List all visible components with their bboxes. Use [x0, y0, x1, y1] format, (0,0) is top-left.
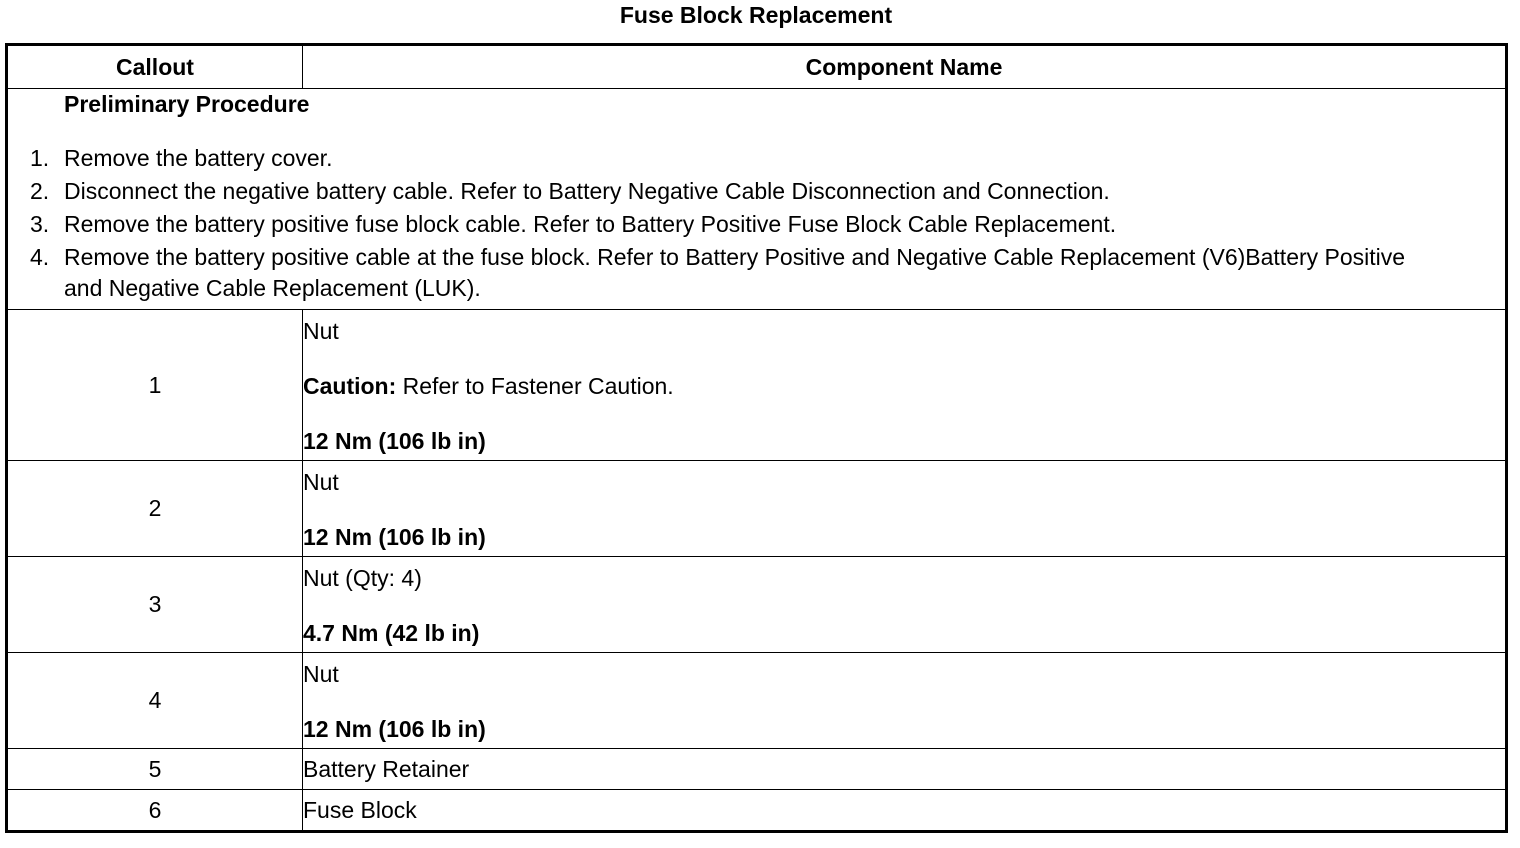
component-cell: [303, 310, 1507, 461]
preliminary-procedure: [7, 89, 1507, 310]
callout-number: 1: [7, 310, 303, 461]
component-name: Battery Retainer: [303, 749, 1507, 790]
table-row: [7, 749, 1507, 790]
caution-label: Caution:: [303, 373, 397, 399]
preliminary-row: [7, 89, 1507, 310]
page-title: Fuse Block Replacement: [619, 2, 893, 28]
callout-number: 2: [7, 461, 303, 557]
component-name: Fuse Block: [303, 790, 1507, 832]
header-component-name: Component Name: [303, 45, 1507, 89]
step-text: Disconnect the negative battery cable. Refer to Battery Negative Cable Disconnection and Connection.: [64, 178, 1110, 204]
step-item: [8, 143, 1505, 174]
table-row: [7, 461, 1507, 557]
component-name: Nut: [303, 318, 339, 344]
step-item: [8, 209, 1505, 240]
callout-number: 3: [7, 557, 303, 653]
table-row: [7, 310, 1507, 461]
component-table: [5, 43, 1508, 833]
component-cell: [303, 557, 1507, 653]
step-text: Remove the battery positive fuse block cable. Refer to Battery Positive Fuse Block Cable Replacement.: [64, 211, 1117, 237]
callout-number: 6: [7, 790, 303, 832]
callout-number: 4: [7, 653, 303, 749]
table-row: [7, 653, 1507, 749]
header-callout: Callout: [7, 45, 303, 89]
step-item: [8, 242, 1505, 304]
table-row: [7, 557, 1507, 653]
preliminary-steps: [8, 143, 1505, 304]
step-text: Remove the battery positive cable at the fuse block. Refer to Battery Positive and Negative Cable Replacement (V6)Battery Positive and Negative Cable Replacement (LUK).: [64, 244, 1406, 301]
step-number: 2.: [30, 178, 50, 204]
component-name: Nut: [303, 469, 339, 495]
torque-spec: 12 Nm (106 lb in): [303, 524, 486, 550]
torque-spec: 12 Nm (106 lb in): [303, 428, 486, 454]
table-header-row: [7, 45, 1507, 89]
component-cell: [303, 653, 1507, 749]
component-name: Nut: [303, 661, 339, 687]
torque-spec: 12 Nm (106 lb in): [303, 716, 486, 742]
step-item: [8, 176, 1505, 207]
caution-text: Refer to Fastener Caution.: [396, 373, 674, 399]
step-text: Remove the battery cover.: [64, 145, 333, 171]
torque-spec: 4.7 Nm (42 lb in): [303, 620, 480, 646]
table-row: [7, 790, 1507, 832]
step-number: 1.: [30, 145, 50, 171]
preliminary-heading: Preliminary Procedure: [64, 91, 310, 117]
caution-note: [303, 371, 1505, 401]
step-number: 4.: [30, 244, 50, 270]
component-cell: [303, 461, 1507, 557]
step-number: 3.: [30, 211, 50, 237]
callout-number: 5: [7, 749, 303, 790]
component-name: Nut (Qty: 4): [303, 565, 422, 591]
